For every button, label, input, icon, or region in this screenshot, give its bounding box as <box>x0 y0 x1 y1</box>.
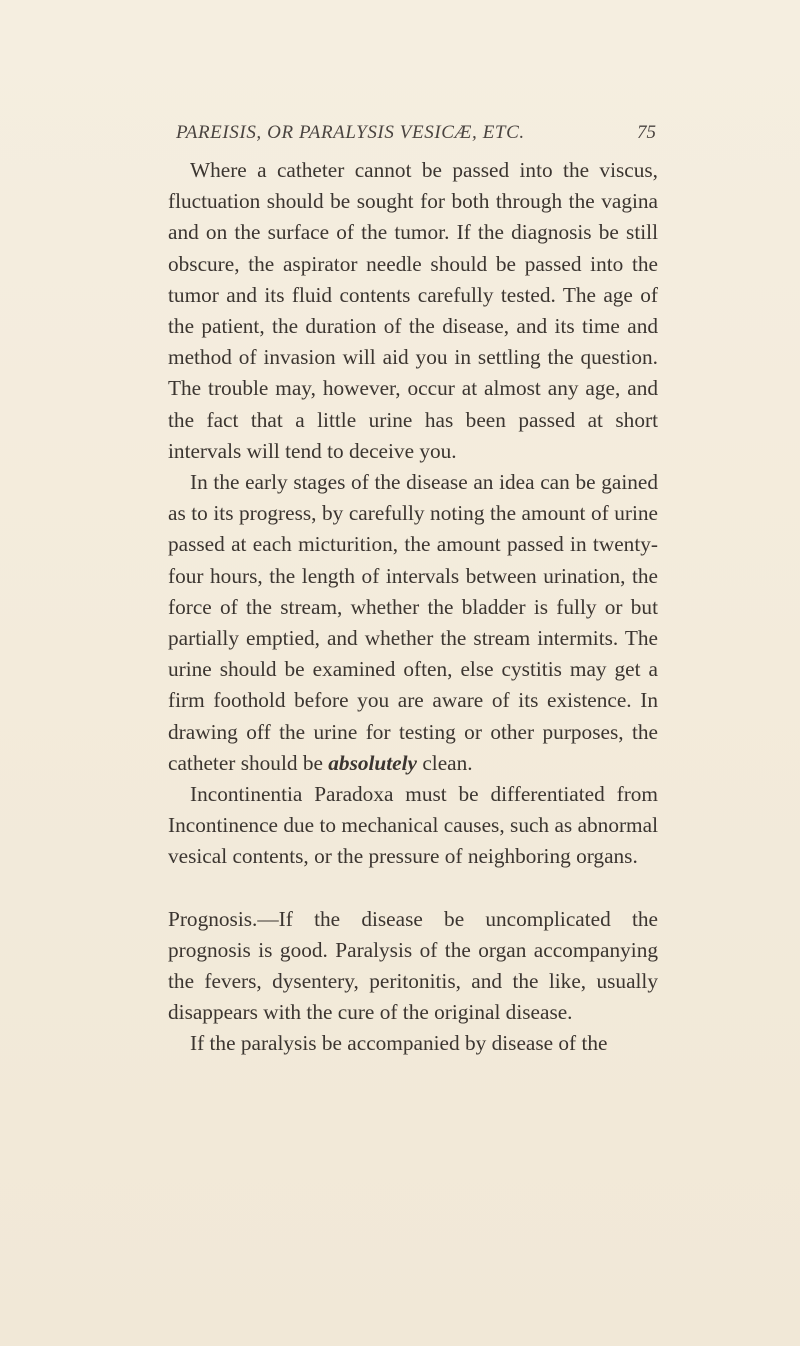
body-text <box>168 155 658 1060</box>
running-head: PAREISIS, OR PARALYSIS VESICÆ, ETC. <box>176 122 525 143</box>
prognosis-text: —If the disease be uncomplicated the prognosis is good. Paralysis of the organ accompanying the fevers, dysentery, peritonitis, and the like, usually disappears with the cure of the original disease. <box>168 906 658 1025</box>
paragraph-paralysis: If the paralysis be accompanied by disease of the <box>190 1031 608 1056</box>
paragraph-prognosis <box>168 904 658 1029</box>
prognosis-heading: Prognosis. <box>168 906 258 931</box>
paragraph-catheter: Where a catheter cannot be passed into the viscus, fluctuation should be sought for both through the vagina and on the surface of the tumor. If the diagnosis be still obscure, the aspirator needle should be passed into the tumor and its fluid contents carefully tested. The age of the patient, the duration of the disease, and its time and method of invasion will aid you in settling the question. The trouble may, however, occur at almost any age, and the fact that a little urine has been passed at short intervals will tend to deceive you. <box>168 158 658 463</box>
early-stages-end: clean. <box>422 750 473 775</box>
early-stages-text: In the early stages of the disease an idea can be gained as to its progress, by carefully noting the amount of urine passed at each micturition, the amount passed in twenty-four hours, the length of intervals between urination, the force of the stream, whether the bladder is fully or but partially emptied, and whether the stream intermits. The urine should be examined often, else cystitis may get a firm foothold before you are aware of its existence. In drawing off the urine for testing or other purposes, the catheter should be <box>168 470 658 775</box>
paragraph-early-stages <box>168 467 658 779</box>
emphasis-absolutely: absolutely <box>328 750 417 775</box>
page-number: 75 <box>637 122 656 143</box>
paragraph-incontinentia: Incontinentia Paradoxa must be differentiated from Incontinence due to mechanical causes, such as abnormal vesical contents, or the pressure of neighboring organs. <box>168 782 658 869</box>
